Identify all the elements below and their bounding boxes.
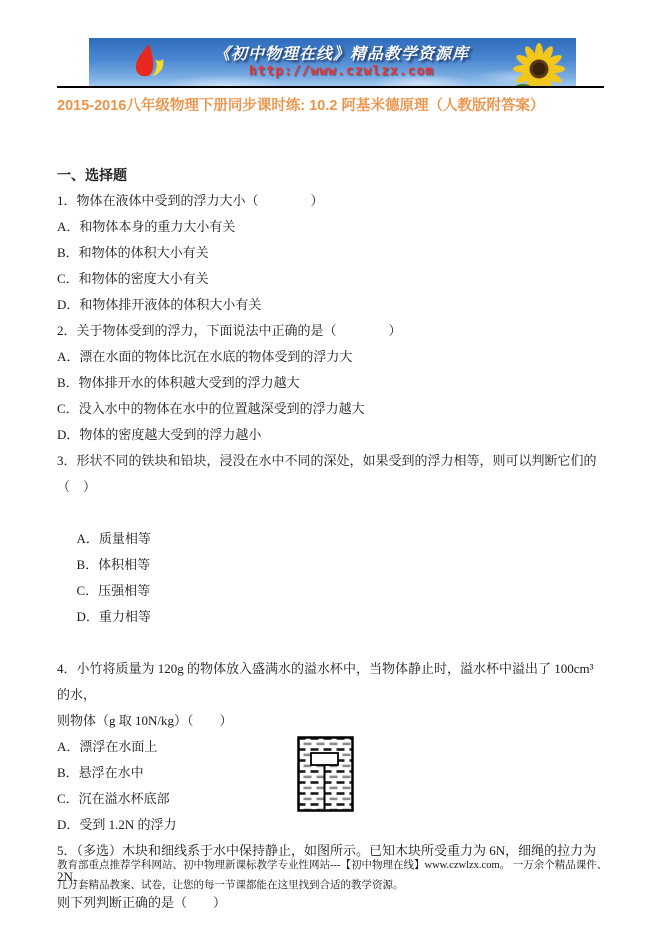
question-1-option-d: D．和物体排开液体的体积大小有关 (57, 297, 262, 312)
question-3-option-b: B．体积相等 (76, 557, 151, 572)
question-2-option-b: B．物体排开水的体积越大受到的浮力越大 (57, 375, 300, 390)
section-heading: 一、选择题 (57, 167, 127, 183)
question-1-stem: 1．物体在液体中受到的浮力大小（ ） (57, 193, 324, 208)
footer-line-1: 教育部重点推荐学科网站、初中物理新课标教学专业性网站---【初中物理在线】www.czwlzx.com。 一万余个精品课件、 (57, 860, 608, 871)
question-1-option-b: B．和物体的体积大小有关 (57, 245, 209, 260)
question-3-option-a: A．质量相等 (76, 531, 151, 546)
footer-line-2: 几万套精品教案、试卷，让您的每一节课都能在这里找到合适的教学资源。 (57, 880, 404, 891)
question-4-option-b: B．悬浮在水中 (57, 765, 144, 780)
question-2-option-d: D．物体的密度越大受到的浮力越小 (57, 427, 262, 442)
footer (57, 856, 609, 896)
sunflower-icon (508, 43, 570, 87)
question-3-option-d: D．重力相等 (76, 609, 151, 624)
question-4-stem-line-1: 4．小竹将质量为 120g 的物体放入盛满水的溢水杯中，当物体静止时，溢水杯中溢出了 100cm³的水， (57, 661, 594, 702)
question-2-option-c: C．没入水中的物体在水中的位置越深受到的浮力越大 (57, 401, 365, 416)
block-tied-underwater-figure (297, 736, 354, 812)
question-2-option-a: A．漂在水面的物体比沉在水底的物体受到的浮力大 (57, 349, 353, 364)
question-3-options-row (57, 500, 605, 656)
site-url-link[interactable]: http://www.czwlzx.com (248, 64, 435, 79)
question-4-option-a: A．漂浮在水面上 (57, 739, 158, 754)
question-1-option-a: A．和物体本身的重力大小有关 (57, 219, 236, 234)
page-title: 2015-2016八年级物理下册同步课时练: 10.2 阿基米德原理（人教版附答案） (57, 98, 545, 114)
question-4-option-c: C．沉在溢水杯底部 (57, 791, 170, 806)
question-4-stem-line-2: 则物体（g 取 10N/kg）（ ） (57, 713, 233, 728)
question-2-stem: 2．关于物体受到的浮力，下面说法中正确的是（ ） (57, 323, 402, 338)
question-3-stem-line-2: （ ） (57, 479, 97, 494)
site-banner (89, 38, 576, 87)
question-3-stem-line-1: 3．形状不同的铁块和铅块，浸没在水中不同的深处，如果受到的浮力相等，则可以判断它们的 (57, 453, 597, 468)
banner-text (89, 38, 576, 87)
question-1-option-c: C．和物体的密度大小有关 (57, 271, 209, 286)
water-tank-diagram (297, 736, 354, 812)
question-5-stem-line-2: 则下列判断正确的是（ ） (57, 895, 227, 910)
header-divider (57, 86, 604, 88)
site-name: 《初中物理在线》精品教学资源库 (213, 46, 469, 63)
question-3-option-c: C．压强相等 (76, 583, 151, 598)
question-5-stem-line-1: 5．（多选）木块和细线系于水中保持静止，如图所示。已知木块所受重力为 6N，细绳的拉力为 2N， (57, 843, 600, 884)
question-4-option-d: D．受到 1.2N 的浮力 (57, 817, 177, 832)
